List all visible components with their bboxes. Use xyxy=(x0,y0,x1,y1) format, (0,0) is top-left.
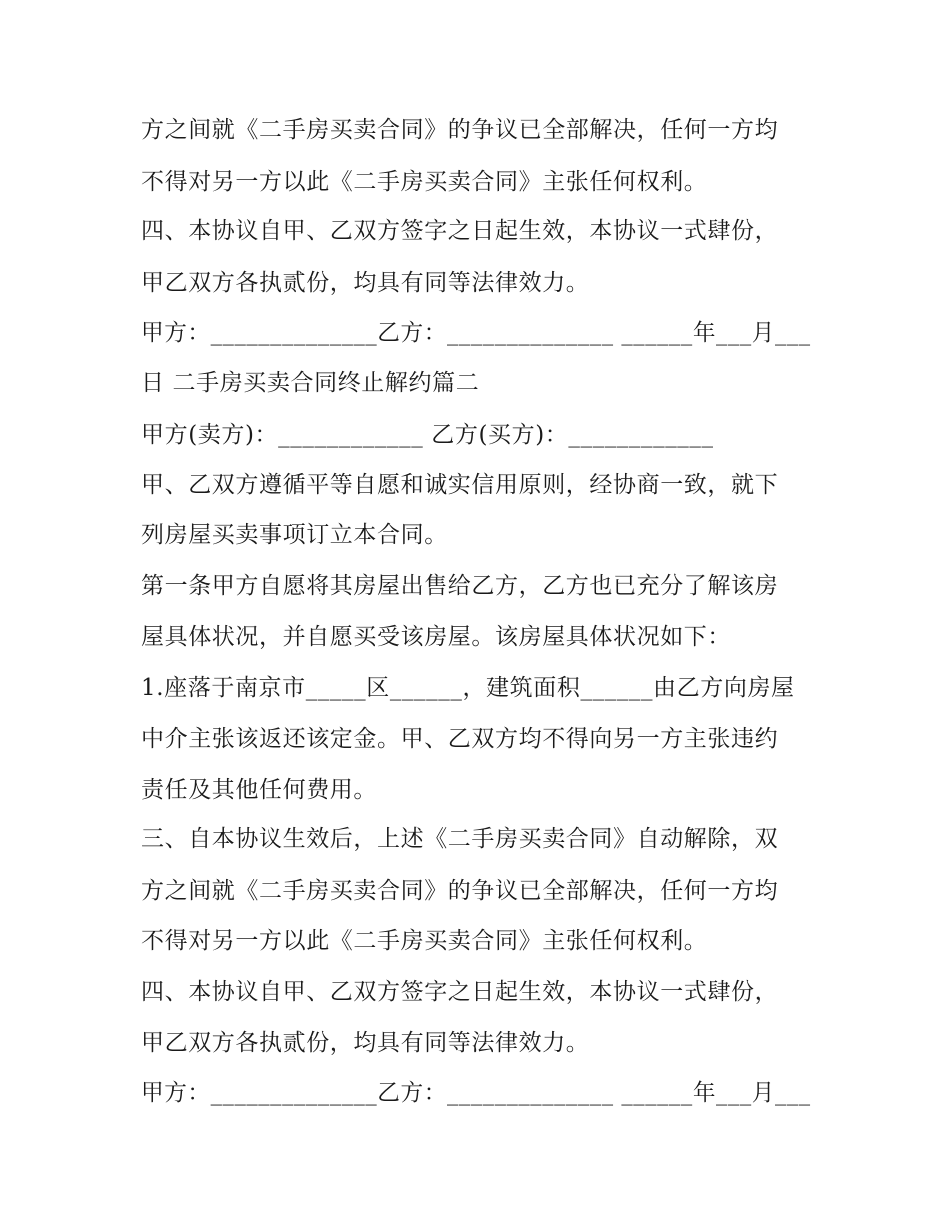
text-line: 列房屋买卖事项订立本合同。 xyxy=(141,522,448,548)
text-line: 方之间就《二手房买卖合同》的争议已全部解决，任何一方均 xyxy=(141,878,779,904)
text-line: 1.座落于南京市_____区______，建筑面积______由乙方向房屋 xyxy=(141,675,795,701)
signature-line: 甲方：______________乙方：______________ ______年___月___ xyxy=(141,1080,811,1106)
text-line: 方之间就《二手房买卖合同》的争议已全部解决，任何一方均 xyxy=(141,117,779,143)
text-line: 三、自本协议生效后，上述《二手房买卖合同》自动解除，双 xyxy=(141,826,779,852)
text-line: 甲、乙双方遵循平等自愿和诚实信用原则，经协商一致，就下 xyxy=(141,472,779,498)
text-line: 不得对另一方以此《二手房买卖合同》主张任何权利。 xyxy=(141,928,708,954)
text-line: 不得对另一方以此《二手房买卖合同》主张任何权利。 xyxy=(141,169,708,195)
text-line: 屋具体状况，并自愿买受该房屋。该房屋具体状况如下： xyxy=(141,624,731,650)
section-title: 日 二手房买卖合同终止解约篇二 xyxy=(141,370,480,396)
text-line: 甲乙双方各执贰份，均具有同等法律效力。 xyxy=(141,270,590,296)
text-line: 四、本协议自甲、乙双方签字之日起生效，本协议一式肆份， xyxy=(141,979,779,1005)
signature-line: 甲方：______________乙方：______________ ______年___月___ xyxy=(141,320,811,346)
parties-line: 甲方(卖方)：____________ 乙方(买方)：____________ xyxy=(141,422,714,448)
text-line: 中介主张该返还该定金。甲、乙双方均不得向另一方主张违约 xyxy=(141,726,779,752)
text-line: 四、本协议自甲、乙双方签字之日起生效，本协议一式肆份， xyxy=(141,218,779,244)
text-line: 第一条甲方自愿将其房屋出售给乙方，乙方也已充分了解该房 xyxy=(141,573,779,599)
text-line: 责任及其他任何费用。 xyxy=(141,777,377,803)
text-line: 甲乙双方各执贰份，均具有同等法律效力。 xyxy=(141,1030,590,1056)
